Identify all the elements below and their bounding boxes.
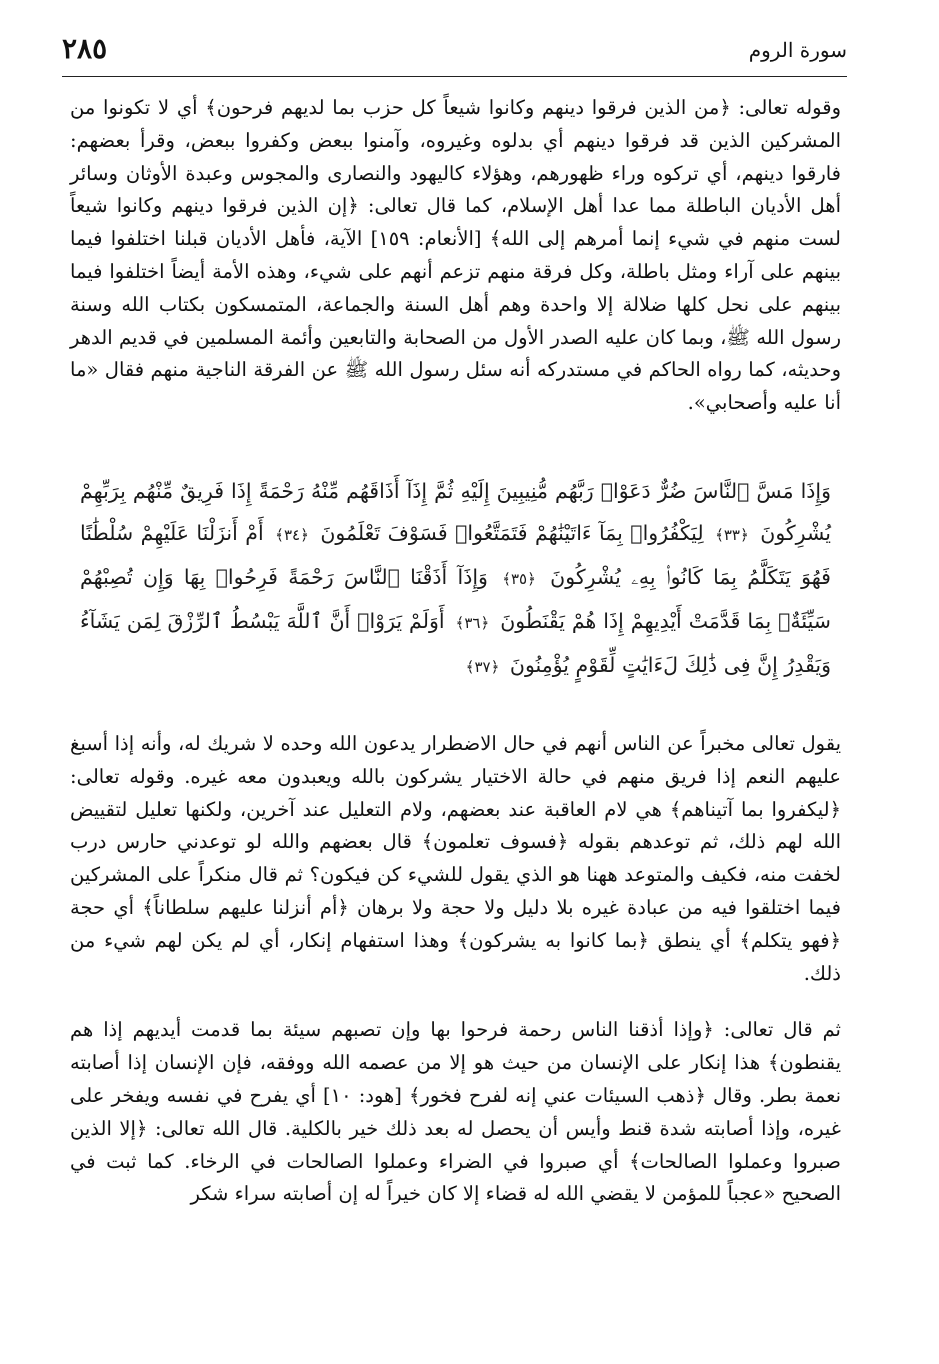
commentary-paragraph-3: ثم قال تعالى: ﴿وإذا أذقنا الناس رحمة فرحوا بها وإن تصبهم سيئة بما قدمت أيديهم إذا هم يقنطون﴾ هذا إنكار على الإنسان من حيث هو إلا من عصمه الله ووفقه، فإن الإنسان إذا أصابته نعمة بطر. وقال ﴿ذهب السيئات عني إنه لفرح فخور﴾ [هود: ١٠] أي يفرح في نفسه ويفخر على غيره، وإذا أصابته شدة قنط وأيس أن يحصل له بعد ذلك خير بالكلية. قال الله تعالى: ﴿إلا الذين صبروا وعملوا الصالحات﴾ أي صبروا في الضراء وعملوا الصالحات في الرخاء. كما ثبت في الصحيح «عجباً للمؤمن لا يقضي الله له قضاء إلا كان خيراً له إن أصابته سراء شكر [70,1018,841,1206]
verse-33-text: وَإِذَا مَسَّ ٱلنَّاسَ ضُرٌّ دَعَوْا۟ رَبَّهُم مُّنِيبِينَ إِلَيْهِ ثُمَّ إِذَآ أَذَاقَهُم مِّنْهُ رَحْمَةً إِذَا فَرِيقٌ مِّنْهُم بِرَبِّهِمْ يُشْرِكُونَ [80,478,831,545]
page-header [62,30,847,77]
verse-37-number: ﴿٣٧﴾ [465,657,500,676]
commentary-paragraph-1: وقوله تعالى: ﴿من الذين فرقوا دينهم وكانوا شيعاً كل حزب بما لديهم فرحون﴾ أي لا تكونوا من المشركين الذين قد فرقوا دينهم أي بدلوه وغيروه، وآمنوا ببعض وكفروا ببعض، وقرأ بعضهم: فارقوا دينهم، أي تركوه وراء ظهورهم، وهؤلاء كاليهود والنصارى والمجوس وعبدة الأوثان وسائر أهل الأديان الباطلة مما عدا أهل الإسلام، كما قال تعالى: ﴿إن الذين فرقوا دينهم وكانوا شيعاً لست منهم في شيء إنما أمرهم إلى الله﴾ [الأنعام: ١٥٩] الآية، فأهل الأديان قبلنا اختلفوا فيما بينهم على آراء ومثل باطلة، وكل فرقة منهم تزعم أنهم على شيء، وهذه الأمة أيضاً اختلفوا فيما بينهم على نحل كلها ضلالة إلا واحدة وهم أهل السنة والجماعة، المتمسكون بكتاب الله وسنة رسول الله ﷺ، وبما كان عليه الصدر الأول من الصحابة والتابعين وأئمة المسلمين في قديم الدهر وحديثه، كما رواه الحاكم في مستدركه أنه سئل رسول الله ﷺ عن الفرقة الناجية منهم فقال «ما أنا عليه وأصحابي». [70,96,841,415]
verse-36-text: وَإِذَآ أَذَقْنَا ٱلنَّاسَ رَحْمَةً فَرِحُوا۟ بِهَا وَإِن تُصِبْهُمْ سَيِّئَةٌۢ بِمَا قَدَّمَتْ أَيْدِيهِمْ إِذَا هُمْ يَقْنَطُونَ [80,564,831,633]
page-body [70,92,841,1211]
verse-34-text: لِيَكْفُرُوا۟ بِمَآ ءَاتَيْنَٰهُمْ فَتَمَتَّعُوا۟ فَسَوْفَ تَعْلَمُونَ [320,520,704,545]
verse-35-number: ﴿٣٥﴾ [502,569,536,588]
commentary-paragraph-2: يقول تعالى مخبراً عن الناس أنهم في حال الاضطرار يدعون الله وحده لا شريك له، وأنه إذا أسبغ عليهم النعم إذا فريق منهم في حالة الاختيار يشركون بالله ويعبدون معه غيره. وقوله تعالى: ﴿ليكفروا بما آتيناهم﴾ هي لام العاقبة عند بعضهم، ولام التعليل عند آخرين، ولكنها تعليل لتقييض الله لهم ذلك، ثم توعدهم بقوله ﴿فسوف تعلمون﴾ قال بعضهم والله لو توعدني حارس درب لخفت منه، فكيف والمتوعد ههنا هو الذي يقول للشيء كن فيكون؟ ثم قال منكراً على المشركين فيما اختلقوا فيه من عبادة غيره بلا دليل ولا حجة ولا برهان ﴿أم أنزلنا عليهم سلطاناً﴾ أي حجة ﴿فهو يتكلم﴾ أي ينطق ﴿بما كانوا به يشركون﴾ وهذا استفهام إنكار، أي لم يكن لهم شيء من ذلك. [70,731,841,985]
verse-36-number: ﴿٣٦﴾ [455,613,490,632]
verse-35-text: أَمْ أَنزَلْنَا عَلَيْهِمْ سُلْطَٰنًا فَهُوَ يَتَكَلَّمُ بِمَا كَانُوا۟ بِهِۦ يُشْرِكُونَ [80,520,831,589]
verse-33-number: ﴿٣٣﴾ [715,525,749,544]
surah-title: سورة الروم [748,38,847,62]
verse-34-number: ﴿٣٤﴾ [275,525,309,544]
page-number: ٢٨٥ [62,32,108,65]
quran-verses-block [70,470,841,688]
verse-37-text: أَوَلَمْ يَرَوْا۟ أَنَّ ٱللَّهَ يَبْسُطُ ٱلرِّزْقَ لِمَن يَشَآءُ وَيَقْدِرُ إِنَّ فِى ذَٰلِكَ لَءَايَٰتٍ لِّقَوْمٍ يُؤْمِنُونَ [80,608,831,677]
